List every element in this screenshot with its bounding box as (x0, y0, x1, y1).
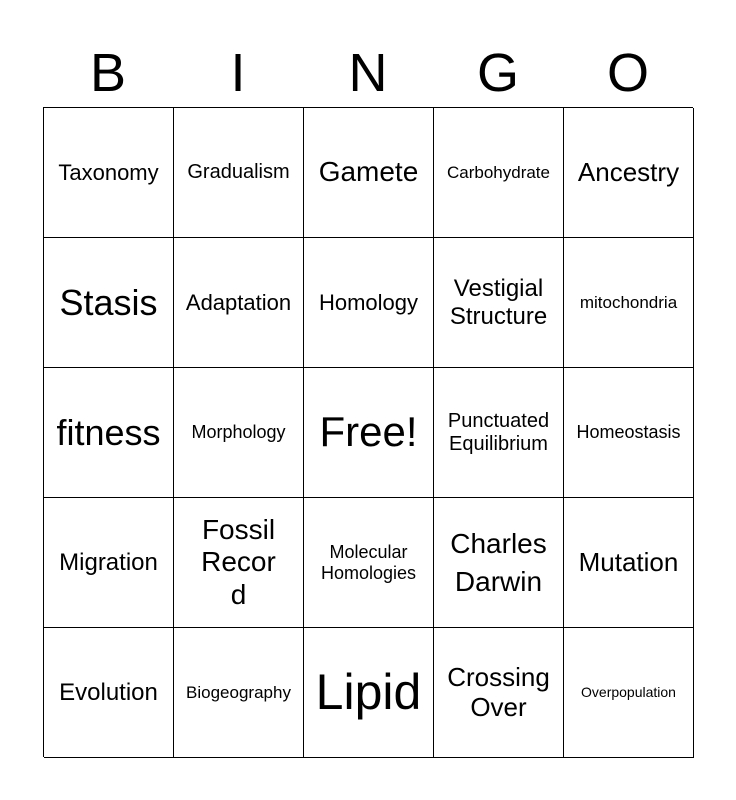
cell-text: Carbohydrate (446, 162, 550, 182)
bingo-cell[interactable] (434, 108, 564, 238)
bingo-cell[interactable] (304, 498, 434, 628)
bingo-cell[interactable] (564, 628, 694, 758)
bingo-cell[interactable] (434, 498, 564, 628)
free-space-cell[interactable] (304, 368, 434, 498)
bingo-cell[interactable] (564, 238, 694, 368)
bingo-cell[interactable] (304, 238, 434, 368)
header-letter-b: B (89, 43, 127, 103)
cell-text: Migration (59, 548, 158, 576)
cell-text: Adaptation (185, 289, 292, 315)
cell-text: Lipid (315, 663, 422, 720)
bingo-cell[interactable] (44, 498, 174, 628)
cell-text: Mutation (578, 546, 679, 577)
cell-text: Taxonomy (58, 159, 159, 185)
cell-text: fitness (56, 411, 161, 453)
cell-text: Homology (318, 289, 419, 315)
header-letter-o: O (606, 43, 649, 103)
bingo-cell[interactable] (174, 498, 304, 628)
bingo-cell[interactable] (44, 368, 174, 498)
cell-text: Morphology (191, 422, 286, 443)
bingo-cell[interactable] (44, 238, 174, 368)
cell-text: Molecular Homologies (320, 541, 417, 583)
bingo-cell[interactable] (564, 108, 694, 238)
bingo-header (43, 40, 693, 106)
bingo-cell[interactable] (174, 108, 304, 238)
bingo-cell[interactable] (174, 238, 304, 368)
cell-text: Gamete (318, 156, 419, 188)
cell-text: Crossing Over (447, 661, 550, 722)
cell-text: mitochondria (579, 292, 678, 312)
bingo-cell[interactable] (564, 368, 694, 498)
cell-text: Overpopulation (581, 684, 676, 701)
cell-text: Charles Darwin (450, 527, 547, 597)
bingo-cell[interactable] (304, 628, 434, 758)
bingo-cell[interactable] (304, 108, 434, 238)
bingo-cell[interactable] (44, 628, 174, 758)
cell-text: Fossil Record (201, 514, 276, 610)
cell-text: Evolution (59, 678, 158, 706)
cell-text: Stasis (59, 281, 158, 323)
bingo-cell[interactable] (44, 108, 174, 238)
bingo-cell[interactable] (174, 628, 304, 758)
bingo-cell[interactable] (564, 498, 694, 628)
bingo-cell[interactable] (434, 368, 564, 498)
bingo-cell[interactable] (434, 238, 564, 368)
free-space-text: Free! (319, 408, 418, 456)
cell-text: Gradualism (187, 161, 290, 183)
cell-text: Vestigial Structure (449, 274, 548, 330)
bingo-cell[interactable] (174, 368, 304, 498)
cell-text: Punctuated Equilibrium (447, 409, 550, 455)
header-letter-i: I (230, 43, 246, 103)
cell-text: Homeostasis (576, 422, 681, 443)
cell-text: Biogeography (186, 682, 291, 702)
header-letter-g: G (476, 43, 519, 103)
cell-text: Ancestry (577, 156, 680, 187)
bingo-cell[interactable] (434, 628, 564, 758)
header-letter-n: N (348, 43, 388, 103)
bingo-grid (43, 107, 693, 757)
